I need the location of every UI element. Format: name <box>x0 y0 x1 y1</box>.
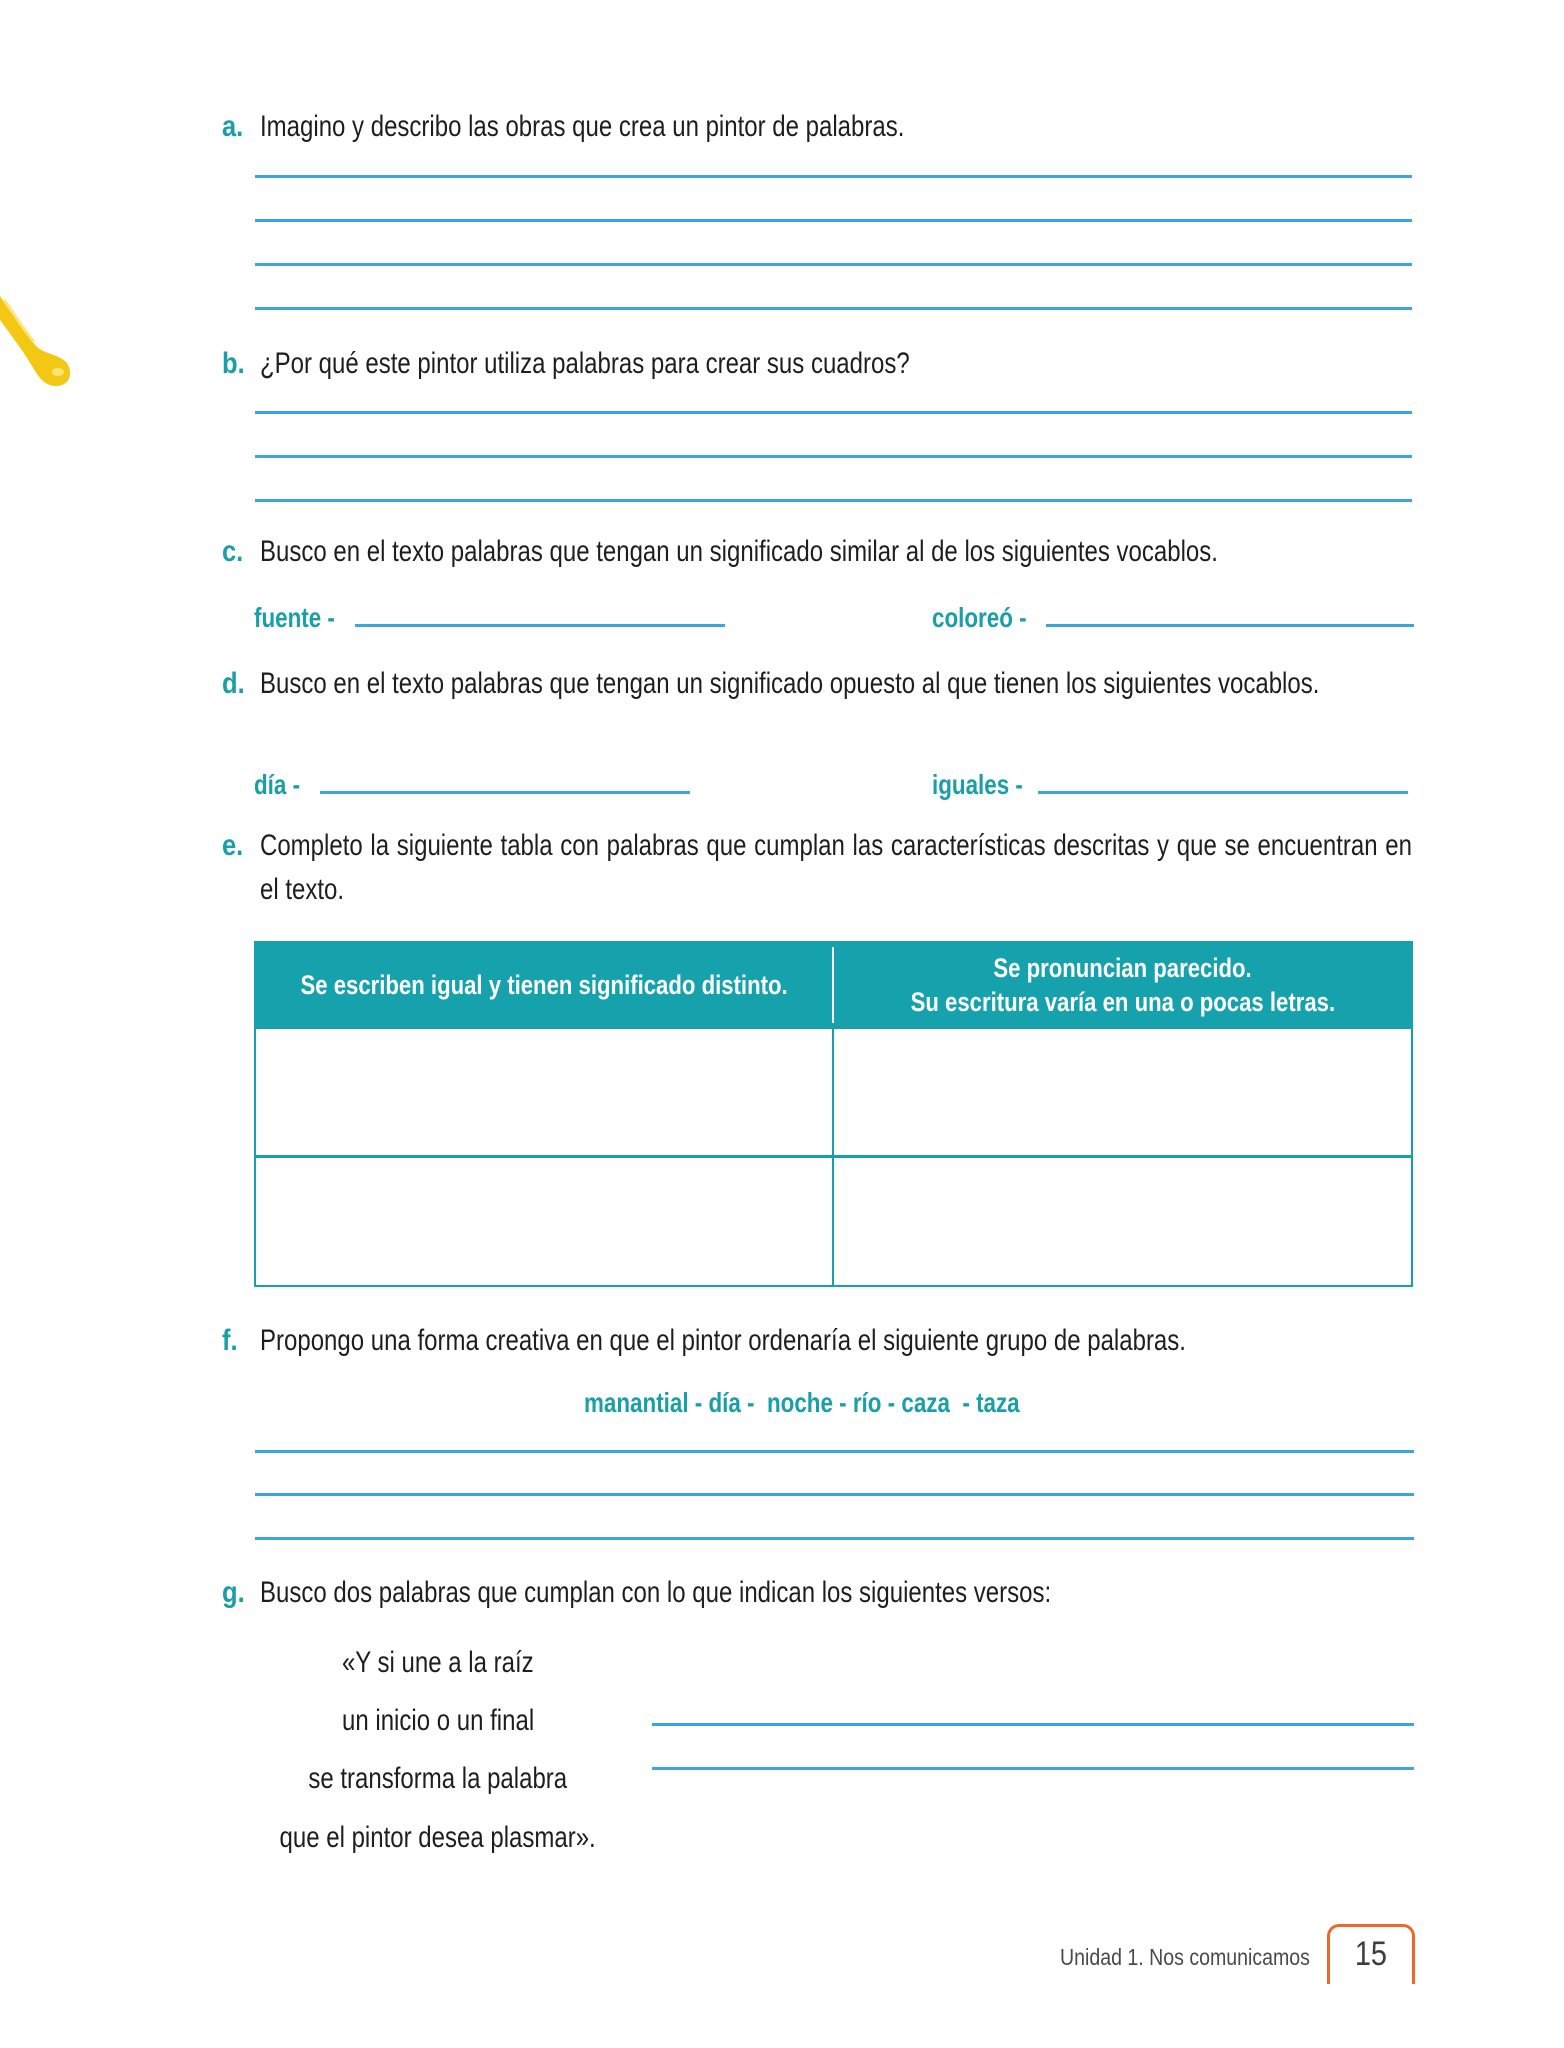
answer-line-coloreo[interactable] <box>1046 624 1414 627</box>
question-text: Completo la siguiente tabla con palabras que cumplan las características descritas y que se encuentran en el texto. <box>260 829 1412 906</box>
answer-line[interactable] <box>255 411 1412 414</box>
answer-line[interactable] <box>255 263 1412 266</box>
verse-line: que el pintor desea plasmar». <box>279 1821 597 1854</box>
answer-line[interactable] <box>255 307 1412 310</box>
answer-line[interactable] <box>255 175 1412 178</box>
answer-line[interactable] <box>255 455 1412 458</box>
question-text: Busco en el texto palabras que tengan un significado similar al de los siguientes vocablos. <box>260 535 1218 568</box>
answer-line[interactable] <box>255 1537 1414 1540</box>
answer-line[interactable] <box>652 1767 1414 1770</box>
table-header-cell-2: Se pronuncian parecido. Su escritura varía en una o pocas letras. <box>910 953 1335 1017</box>
verse-line: se transforma la palabra <box>308 1762 568 1795</box>
page-number: 15 <box>1354 1935 1388 1973</box>
question-text: Propongo una forma creativa en que el pintor ordenaría el siguiente grupo de palabras. <box>260 1324 1186 1357</box>
word-coloreo: coloreó - <box>932 602 1027 633</box>
question-label: c. <box>222 535 244 568</box>
answer-line-dia[interactable] <box>320 791 690 794</box>
question-label: b. <box>222 347 245 380</box>
answer-line[interactable] <box>255 1450 1414 1453</box>
question-label: d. <box>222 667 245 700</box>
question-label: a. <box>222 110 244 143</box>
question-label: g. <box>222 1576 245 1609</box>
verse-line: «Y si une a la raíz <box>342 1646 534 1679</box>
question-label: f. <box>222 1324 238 1357</box>
table-cell[interactable] <box>834 1158 1411 1285</box>
word-dia: día - <box>254 769 301 800</box>
question-text: Busco dos palabras que cumplan con lo que indican los siguientes versos: <box>260 1576 1052 1609</box>
answer-line[interactable] <box>255 499 1412 502</box>
question-text: Imagino y describo las obras que crea un pintor de palabras. <box>260 110 905 143</box>
question-label: e. <box>222 829 244 862</box>
word-group: manantial - día - noche - río - caza - taza <box>584 1387 1020 1418</box>
answer-line-fuente[interactable] <box>355 624 725 627</box>
answer-line[interactable] <box>255 219 1412 222</box>
table-header-cell-1: Se escriben igual y tienen significado distinto. <box>300 970 788 1000</box>
answer-line-iguales[interactable] <box>1038 791 1408 794</box>
word-iguales: iguales - <box>932 769 1023 800</box>
question-text: Busco en el texto palabras que tengan un significado opuesto al que tienen los siguientes vocablos. <box>260 667 1320 700</box>
verse-line: un inicio o un final <box>341 1704 535 1737</box>
word-fuente: fuente - <box>254 602 335 633</box>
table-cell[interactable] <box>834 1029 1411 1155</box>
words-table <box>254 941 1413 1287</box>
unit-title: Unidad 1. Nos comunicamos <box>1060 1944 1310 1970</box>
answer-line[interactable] <box>255 1493 1414 1496</box>
header-divider <box>832 947 834 1023</box>
table-cell[interactable] <box>256 1158 832 1285</box>
question-text: ¿Por qué este pintor utiliza palabras para crear sus cuadros? <box>260 347 910 380</box>
page-number-tab <box>1327 1924 1415 1984</box>
table-cell[interactable] <box>256 1029 832 1155</box>
paint-drip-icon <box>0 290 80 390</box>
answer-line[interactable] <box>652 1723 1414 1726</box>
